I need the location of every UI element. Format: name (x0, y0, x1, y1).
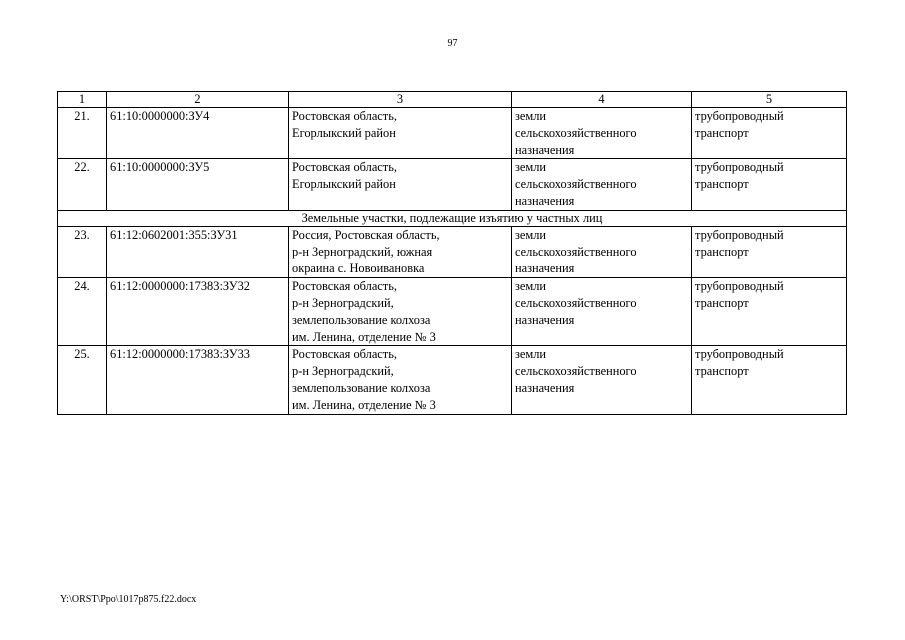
land-category-cell-line: сельскохозяйственного (515, 364, 637, 379)
land-category-cell-line: земли (515, 347, 547, 362)
land-category-cell (512, 278, 692, 346)
cadastral-number: 61:12:0000000:17383:ЗУ33 (107, 346, 289, 414)
land-category-cell-line: земли (515, 109, 547, 123)
location-cell-line: р-н Зерноградский, (292, 364, 394, 379)
land-category-cell-line: назначения (515, 380, 575, 395)
column-header-4: 4 (512, 92, 692, 108)
land-category-cell (512, 346, 692, 414)
permitted-use-cell-line: трубопроводный (695, 227, 784, 242)
column-header-3: 3 (289, 92, 512, 108)
cadastral-number: 61:12:0602001:355:ЗУ31 (107, 226, 289, 277)
permitted-use-cell-line: транспорт (695, 244, 749, 259)
table-row (58, 226, 847, 277)
column-header-2: 2 (107, 92, 289, 108)
column-header-5: 5 (692, 92, 847, 108)
land-category-cell (512, 226, 692, 277)
permitted-use-cell-line: транспорт (695, 125, 749, 140)
land-category-cell-line: назначения (515, 193, 575, 208)
table-row (58, 278, 847, 346)
land-category-cell (512, 159, 692, 210)
location-cell-line: окраина с. Новоивановка (292, 261, 425, 276)
location-cell-line: Россия, Ростовская область, (292, 227, 440, 242)
row-number: 22. (58, 159, 107, 210)
location-cell (289, 346, 512, 414)
land-category-cell-line: сельскохозяйственного (515, 295, 637, 310)
cadastral-number: 61:12:0000000:17383:ЗУ32 (107, 278, 289, 346)
table-row (58, 108, 847, 159)
location-cell-line: им. Ленина, отделение № 3 (292, 397, 436, 412)
location-cell-line: р-н Зерноградский, южная (292, 244, 433, 259)
location-cell-line: Егорлыкский район (292, 125, 396, 140)
permitted-use-cell-line: трубопроводный (695, 160, 784, 175)
section-row (58, 210, 847, 226)
row-number: 21. (58, 108, 107, 159)
table-header-row (58, 92, 847, 108)
location-cell-line: Ростовская область, (292, 279, 397, 294)
permitted-use-cell-line: транспорт (695, 295, 749, 310)
permitted-use-cell (692, 278, 847, 346)
land-category-cell-line: земли (515, 227, 547, 242)
land-category-cell-line: назначения (515, 142, 575, 157)
land-category-cell-line: сельскохозяйственного (515, 244, 637, 259)
location-cell (289, 159, 512, 210)
permitted-use-cell-line: трубопроводный (695, 347, 784, 362)
cadastral-number: 61:10:0000000:ЗУ4 (107, 108, 289, 159)
table-row (58, 346, 847, 414)
land-category-cell-line: назначения (515, 312, 575, 327)
location-cell (289, 278, 512, 346)
location-cell-line: Егорлыкский район (292, 177, 396, 192)
land-category-cell-line: назначения (515, 261, 575, 276)
permitted-use-cell (692, 108, 847, 159)
permitted-use-cell (692, 226, 847, 277)
land-category-cell-line: земли (515, 160, 547, 175)
permitted-use-cell (692, 159, 847, 210)
permitted-use-cell (692, 346, 847, 414)
cadastral-number: 61:10:0000000:ЗУ5 (107, 159, 289, 210)
column-header-1: 1 (58, 92, 107, 108)
location-cell-line: Ростовская область, (292, 160, 397, 175)
land-category-cell (512, 108, 692, 159)
location-cell-line: землепользование колхоза (292, 380, 431, 395)
page-number: 97 (447, 38, 458, 49)
land-category-cell-line: сельскохозяйственного (515, 177, 637, 192)
location-cell (289, 108, 512, 159)
location-cell-line: им. Ленина, отделение № 3 (292, 329, 436, 344)
permitted-use-cell-line: транспорт (695, 364, 749, 379)
land-category-cell-line: сельскохозяйственного (515, 125, 637, 140)
permitted-use-cell-line: трубопроводный (695, 109, 784, 123)
row-number: 23. (58, 226, 107, 277)
location-cell-line: Ростовская область, (292, 109, 397, 123)
location-cell-line: р-н Зерноградский, (292, 295, 394, 310)
location-cell (289, 226, 512, 277)
table-body-before-section (58, 108, 847, 211)
section-title: Земельные участки, подлежащие изъятию у частных лиц (58, 210, 847, 226)
land-category-cell-line: земли (515, 279, 547, 294)
permitted-use-cell-line: трубопроводный (695, 279, 784, 294)
location-cell-line: Ростовская область, (292, 347, 397, 362)
document-file-path: Y:\ORST\Ppo\1017p875.f22.docx (60, 594, 197, 605)
land-plots-table (57, 91, 847, 415)
row-number: 24. (58, 278, 107, 346)
table-row (58, 159, 847, 210)
permitted-use-cell-line: транспорт (695, 177, 749, 192)
row-number: 25. (58, 346, 107, 414)
location-cell-line: землепользование колхоза (292, 312, 431, 327)
table-body-after-section (58, 226, 847, 414)
